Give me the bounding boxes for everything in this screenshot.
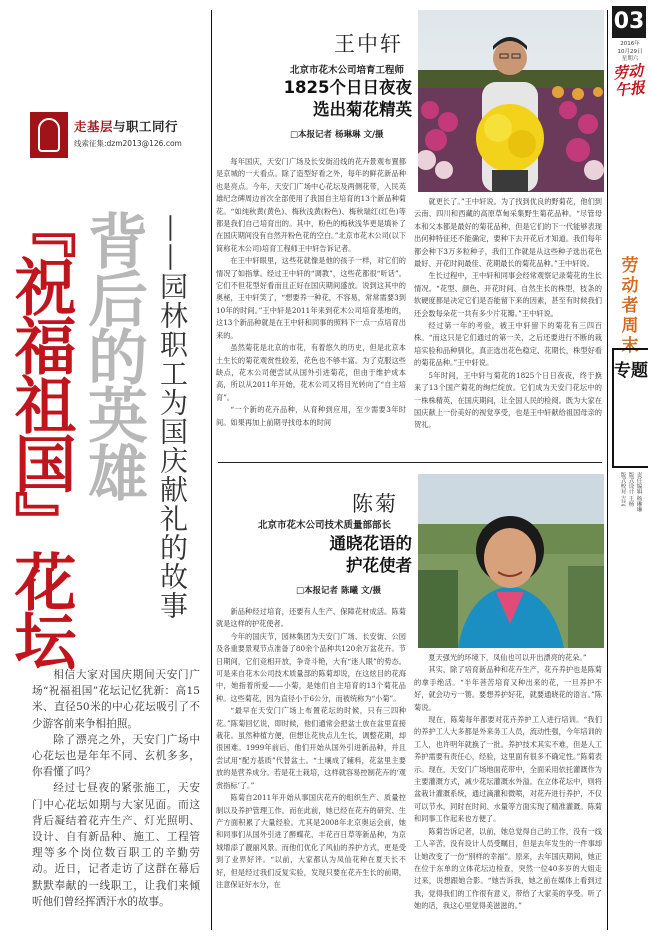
column-rule xyxy=(211,10,212,930)
story1-paragraph: 在王中轩眼里，这些花就像是他的孩子一样，对它们的情况了如指掌。经过王中轩的“调教”，这些花都很“听话”。它们不但花型好看而且正好在国庆期间盛放。说到这其中的奥秘，王中轩笑了，“想要养一种花，不容易，常常需要3到10年的时间。”王中轩是2011年来到花木公司培育基地的，这13个新品种就是在王中轩和同事的照料下一点一点培育出来的。 xyxy=(216,256,406,340)
story1-column-2 xyxy=(414,196,602,460)
story2-name: 陈菊 xyxy=(352,492,398,516)
chrysanthemum-field-photo xyxy=(418,10,604,192)
story2-paragraph: 新品种经过培育，还要有人生产、保障花材成活。陈菊就是这样的护花使者。 xyxy=(216,607,406,629)
story1-paragraph: 5年时间，王中轩与菊花的1825个日日夜夜，终于换来了13个国产菊花的绚烂绽放。它们成为天安门花坛中的一株株精英，在国庆期间，让全国人民的检阅。既为大家在国庆献上一份美好的视觉享受，也是王中轩献给祖国母亲的贺礼。 xyxy=(414,370,602,430)
credit-proof: 版式校对 吉芸 xyxy=(619,472,626,507)
headline-subtitle: ——园林职工为国庆献礼的故事 xyxy=(156,214,189,620)
story1-photo xyxy=(418,10,604,192)
page-number: 03 xyxy=(612,6,646,38)
story2-paragraph: 现在，陈菊每年都要对花卉养护工人进行培训。“我们的养护工人大多都是外来务工人员，流动性强，今年培训的工人，也许明年就换了一批。养护技术其实不难，但是人工养护需要有责任心，经验，这里面有很多不确定性。”陈菊表示。现在，天安门广场地面花带中，全面采用依托灌溉作为主要灌溉方式，减少花坛灌溉水外溢。在立体花坛中，则将盆栽计灌溉系统，通过滴灌和微喷，对花卉进行养护，不仅可以节水，同时在时间、水量等方面实现了精准灌溉。陈菊和同事工作起来也方便了。 xyxy=(414,715,602,824)
banner-title-black: 与职工同行 xyxy=(113,119,179,134)
banner-emblem xyxy=(30,112,68,158)
topic-label: 专题 xyxy=(612,348,648,468)
credit-editor: 责任编辑 杨琳琳 xyxy=(635,472,642,513)
intro-paragraph: 相信大家对国庆期间天安门广场“祝福祖国”花坛记忆犹新：高15米、直径50米的中心花坛吸引了不少游客前来争相拍照。 xyxy=(32,669,200,730)
pin-icon xyxy=(38,118,60,152)
story2-paragraph: 夏天强光的环境下，凤仙也可以开出漂亮的花朵。” xyxy=(428,653,587,662)
story2-byline: □本报记者 陈曦 文/摄 xyxy=(296,586,382,596)
date-year: 2016年 xyxy=(620,41,640,47)
story2-column-1 xyxy=(216,606,406,932)
story2-job: 北京市花木公司技术质量部部长 xyxy=(258,520,392,531)
story2-paragraph: 其实，除了培育新品种和花卉生产，花卉养护也是陈菊的拿手绝活。“半年菩苦培育又种出来的花，一旦养护不好，就会功亏一篑。要想养护好花，就要通晓花的语言。”陈菊说。 xyxy=(414,665,602,712)
intro-paragraph: 除了漂亮之外，天安门广场中心花坛也是年年不同、玄机多多，你看懂了吗？ xyxy=(32,733,200,779)
issue-date xyxy=(612,41,648,64)
story1-headline-line1: 1825个日日夜夜 xyxy=(283,78,412,97)
paper-logo: 劳动午报 xyxy=(612,61,646,100)
story2-paragraph: 陈菊告诉记者，以前，她总觉得自己的工作，没有一线工人辛苦，没有设计人员受瞩目，但是去年发生的一件事却让她改变了一份“别样的幸福”。原来，去年国庆期间，她正在位于东单的立体花坛边检查，突然一位40多岁的大姐走过来，说想跟她合影。“她告诉我，她之前在媒体上看到过我，觉得我们的工作很有意义，带给了大家美的享受。听了她的话，我这心里觉得美滋滋的。” xyxy=(414,826,602,911)
story1-byline: □本报记者 杨琳琳 文/摄 xyxy=(290,130,384,140)
banner-title-red: 走基层 xyxy=(74,119,114,134)
story2-headline-line2: 护花使者 xyxy=(346,556,412,575)
weekly-label: 劳动者周末 xyxy=(621,256,639,356)
banner-contact: 线索征集:dzm2013@126.com xyxy=(74,139,182,148)
story1-column-1 xyxy=(216,156,406,460)
date-weekday: 星期六 xyxy=(621,56,639,62)
column-rule xyxy=(607,10,608,930)
story1-paragraph: 生长过程中，王中轩和同事会经常观察记录菊花的生长情况。“花型、颜色、开花时间、自然生长的株型，枝条的软硬度都是决定它们是否能留下来的因素，甚至有时候我们还会数每朵花一共有多少片花瓣。”王中轩说。 xyxy=(414,271,602,318)
section-divider xyxy=(218,462,602,463)
story2-column-2 xyxy=(414,652,602,932)
story1-paragraph: 虽然菊花是北京的市花，有着悠久的历史，但是北京本土生长的菊花观赏性较差，花色也不够丰富。为了克服这些缺点，花木公司便尝试从国外引进菊花，但由于维护成本高，所以从2011年开始，花木公司又将目光转向了“自主培育”。 xyxy=(216,343,406,402)
date-day: 10月29日 xyxy=(617,48,643,55)
story1-name: 王中轩 xyxy=(334,32,403,56)
greenhouse-portrait-photo xyxy=(418,474,604,648)
story2-headline-line1: 通晓花语的 xyxy=(329,534,412,553)
story2-paragraph: 今年的国庆节，园林集团为天安门广场、长安街、公园及各重要景观节点准备了80余个品种共120余万盆花卉。节日期间，它们竞相开放，争奇斗艳，大有“迷人眼”的势态。可是来自花木公司技术质量部的陈菊却说，在这炫目的花海中，她指着所爱——小菊，是她们自主培育的13个菊花品种。这些菊花，因为直径小于6公分，而被统称为“小菊”。 xyxy=(216,631,406,703)
story1-paragraph: 经过第一年的考验，被王中轩留下的菊花有三四百株。“而这只是它们通过的第一关，之后还要进行不断的栽培实验和品种驯化，真正选出花色稳定、花期长，株型好看的菊花品种。”王中轩说。 xyxy=(414,321,602,368)
story1-headline xyxy=(228,77,412,121)
story2-paragraph: “最早在天安门广场上布置花坛的时候，只有三四种花。”陈菊回忆说，即时候，他们通常会把盆土放在盆里直接栽花。虽然种植方便，但想让花快点儿生长，调整花期，却很困难。1999年前后，他们开始从国外引进新品种，并且尝试用“配方基质”代替盆土。“土壤成了辅料，花盆里主要放的是营养成分。若是花土栽培，这样就容易控制花卉的‘观赏指标’了。” xyxy=(216,706,406,790)
intro-text xyxy=(32,667,200,910)
story1-paragraph: 就更长了。”王中轩说。为了找到优良的野菊花，他们到云南、四川和西藏的高原草甸采集野生菊花品种。“尽管母本和父本都是最好的菊花品种，但是它们的下一代能够表现出何种特征还不能确定，要种下去开花后才知道。我们每年都会种下3万多粒种子，我们工作就是从这些种子选出花色最好、开花时间最佳、花期最长的菊花品种。”王中轩说。 xyxy=(414,197,602,269)
editor-credits xyxy=(612,472,648,562)
credit-layout: 版式设计 王杨 xyxy=(627,472,634,507)
story1-headline-line2: 选出菊花精英 xyxy=(313,100,412,119)
story2-paragraph: 陈菊自2011年开始从事国庆花卉的组织生产、质量控制以及养护管理工作。而在此前，她已经在花卉的研究、生产方面积累了大量经验。尤其是2008年北京奥运会前，她和同事们从国外引进了醉蝶花、丰花百日草等新品种，为京城增添了靓丽风景。而他们优化了风仙的养护方式，更是受到了业界好评。“以前，大家都认为凤仙花种在夏天长不好，但是经过我们反复实验，发现只要在花卉生长的前期，注意保证好水分，在 xyxy=(216,793,406,889)
main-headline: 『祝福祖国』花坛 xyxy=(4,196,77,668)
story1-paragraph: 每年国庆，天安门广场及长安街沿线的花卉景观布置都是京城的一大看点。除了造型好看之外，每年的鲜花新品种也是亮点。今年，天安门广场中心花坛及两侧花带，入民英雄纪念碑周边首次全部使用了我国自主培育的13个新品种菊花。“如纯秋黄(黄色)、梅秋浅黄(粉色)、梅秋瑞红(红色)等都是我们自己培育出的。其中，粉色的梅秋浅华更是填补了在国庆期间没有自然开粉色花的空白。”北京市花木公司(以下简称花木公司)培育工程师王中轩告诉记者。 xyxy=(216,157,406,253)
story1-job: 北京市花木公司培育工程师 xyxy=(290,65,405,76)
headline-gray: 背后的英雄 xyxy=(78,210,148,500)
column-banner xyxy=(30,112,198,158)
intro-paragraph: 经过七昼夜的紧张施工，天安门中心花坛如期与大家见面。而这背后凝结着花卉生产、灯光照明、设计、自有新品种、施工、工程管理等多个岗位数百职工的辛勤劳动。近日，记者走访了这群在幕后默默奉献的一线职工，让我们来倾听他们曾经挥洒汗水的故事。 xyxy=(32,782,200,908)
story2-headline xyxy=(228,533,412,577)
story1-paragraph: “一个新的花卉品种，从育种到应用，至少需要3年时间。如果再加上前期寻找母本的时间 xyxy=(216,405,406,427)
banner-title xyxy=(74,117,178,135)
story2-photo xyxy=(418,474,604,648)
